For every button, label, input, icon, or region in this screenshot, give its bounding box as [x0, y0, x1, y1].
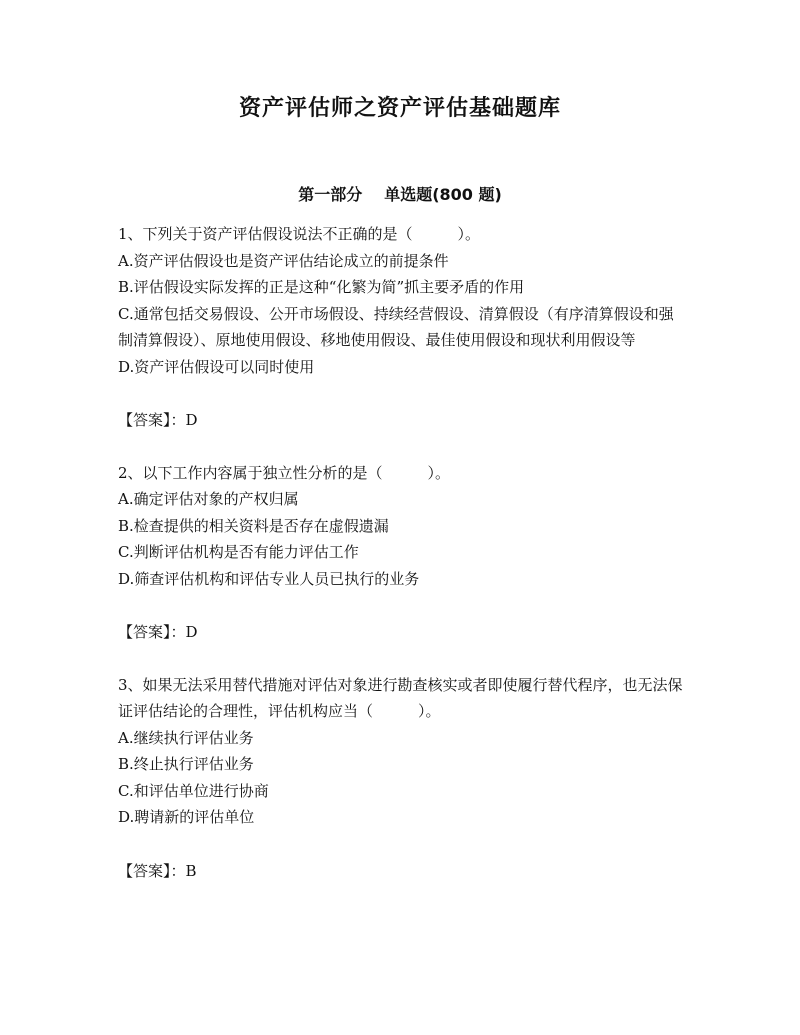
section-part: 第一部分 — [298, 185, 363, 204]
question-2 — [118, 460, 683, 646]
question-list — [118, 221, 683, 910]
question-stem: 3、如果无法采用替代措施对评估对象进行勘查核实或者即使履行替代程序，也无法保证评估结论的合理性，评估机构应当（ ）。 — [118, 675, 683, 720]
option-c: C.和评估单位进行协商 — [118, 781, 269, 800]
option-d: D.资产评估假设可以同时使用 — [118, 357, 315, 376]
section-title — [0, 183, 800, 207]
option-c: C.判断评估机构是否有能力评估工作 — [118, 543, 359, 561]
option-b: B.检查提供的相关资料是否存在虚假遗漏 — [118, 516, 389, 535]
answer-label: 【答案】： — [118, 861, 186, 880]
answer-line — [118, 858, 683, 885]
answer-line — [118, 619, 683, 646]
question-3 — [118, 672, 683, 885]
option-d: D.筛查评估机构和评估专业人员已执行的业务 — [118, 569, 420, 588]
question-stem: 2、以下工作内容属于独立性分析的是（ ）。 — [118, 463, 451, 482]
answer-value: B — [185, 861, 197, 880]
option-d: D.聘请新的评估单位 — [118, 808, 255, 826]
answer-label: 【答案】： — [118, 411, 186, 429]
question-1 — [118, 221, 683, 434]
answer-line — [118, 407, 683, 434]
option-b: B.评估假设实际发挥的正是这种“化繁为简”抓主要矛盾的作用 — [118, 278, 525, 296]
answer-label: 【答案】： — [118, 623, 186, 641]
option-c: C.通常包括交易假设、公开市场假设、持续经营假设、清算假设（有序清算假设和强制清算假设）、原地使用假设、移地使用假设、最佳使用假设和现状利用假设等 — [118, 304, 674, 349]
option-a: A.资产评估假设也是资产评估结论成立的前提条件 — [118, 251, 449, 270]
section-name: 单选题(800 题) — [384, 185, 502, 204]
option-a: A.继续执行评估业务 — [118, 728, 254, 747]
answer-value: D — [185, 623, 198, 641]
option-a: A.确定评估对象的产权归属 — [118, 490, 299, 508]
option-b: B.终止执行评估业务 — [118, 755, 254, 773]
document-title: 资产评估师之资产评估基础题库 — [238, 96, 561, 121]
question-stem: 1、下列关于资产评估假设说法不正确的是（ ）。 — [118, 225, 481, 243]
answer-value: D — [185, 411, 198, 429]
